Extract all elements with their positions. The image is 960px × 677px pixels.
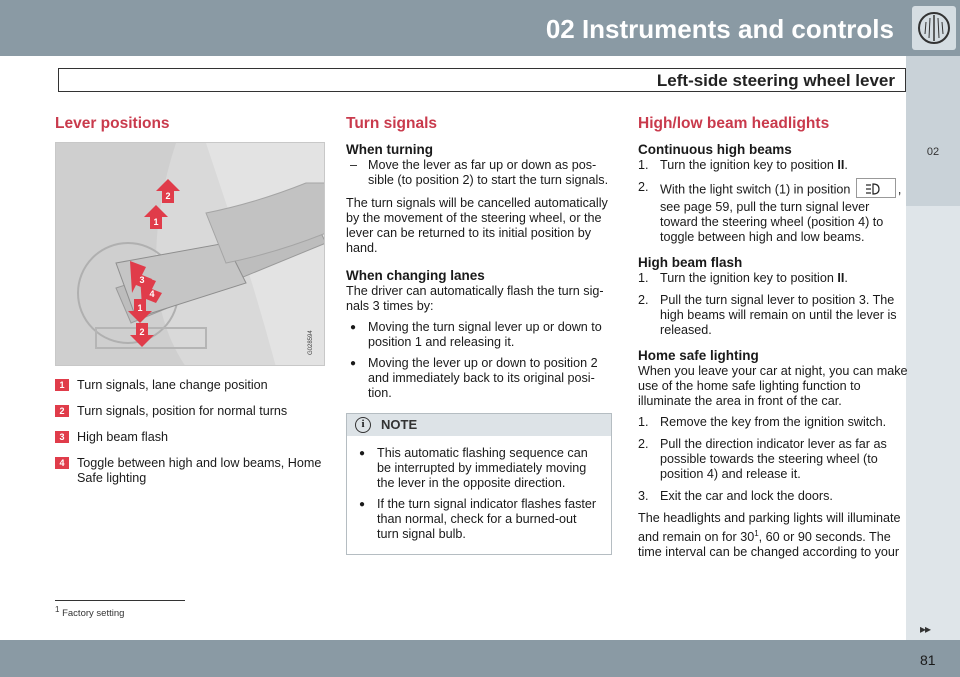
- numbered-item: [638, 489, 908, 504]
- dash-item: [346, 158, 612, 188]
- figure-label: 1: [137, 303, 143, 313]
- legend-item: [55, 378, 325, 393]
- headlight-switch-icon: [856, 178, 896, 198]
- figure-label: 1: [153, 217, 159, 227]
- item-text-end: .: [844, 271, 848, 285]
- home-safe-intro: When you leave your car at night, you can make use of the home safe lighting function to illuminate the area in front of the car.: [638, 364, 908, 408]
- side-strip: [906, 206, 960, 640]
- legend-badge: 3: [55, 431, 69, 443]
- footnote-number: 1: [55, 605, 60, 614]
- instrument-dial-icon: [912, 6, 956, 50]
- lever-figure: [55, 142, 325, 366]
- legend-item: [55, 430, 325, 445]
- legend-text: Toggle between high and low beams, Home Safe lighting: [77, 456, 322, 485]
- duration-text: The headlights and parking lights will illuminate and remain on for 30: [638, 511, 901, 545]
- legend-item: [55, 404, 325, 419]
- item-text: With the light switch (1) in position: [660, 182, 851, 197]
- item-number: 2.: [638, 293, 649, 307]
- flash-heading: High beam flash: [638, 255, 743, 270]
- lever-positions-heading: Lever positions: [55, 115, 170, 132]
- headlights-column: [638, 108, 908, 566]
- note-label: NOTE: [381, 417, 418, 432]
- item-text: Pull the turn signal lever to position 3. The high beams will remain on until the lever is released.: [660, 293, 897, 337]
- legend-badge: 4: [55, 457, 69, 469]
- dash-mark: –: [350, 158, 358, 172]
- lever-illustration: [56, 143, 325, 366]
- bullet-dot: ●: [359, 499, 366, 510]
- footnote-ref: 1: [754, 529, 759, 538]
- item-number: 1.: [638, 415, 649, 429]
- turn-signals-column: [346, 108, 612, 555]
- page-number: 81: [920, 652, 936, 668]
- side-tab-label: 02: [926, 146, 940, 158]
- footnote-rule: [55, 600, 185, 601]
- bullet-dot: ●: [350, 358, 357, 369]
- numbered-item: [638, 271, 908, 286]
- item-number: 1.: [638, 158, 649, 172]
- figure-label: 2: [139, 327, 145, 337]
- numbered-item: [638, 293, 908, 338]
- bullet-text: Moving the turn signal lever up or down to position 1 and releasing it.: [368, 320, 602, 349]
- item-text-after: , see page 59, pull the turn signal lever toward the steering wheel (position 4) to toggle between high and low beams.: [660, 182, 902, 244]
- figure-label: 2: [165, 191, 171, 201]
- bullet-text: If the turn signal indicator flashes faster than normal, check for a burned-out turn signal bulb.: [377, 497, 597, 541]
- numbered-item: [638, 415, 908, 430]
- when-turning-heading: When turning: [346, 142, 433, 157]
- legend-badge: 1: [55, 379, 69, 391]
- item-number: 1.: [638, 271, 649, 285]
- numbered-item: [638, 180, 908, 245]
- lever-positions-column: [55, 108, 325, 497]
- section-header: [58, 68, 906, 92]
- figure-label: 3: [139, 275, 145, 285]
- home-safe-duration: [638, 511, 908, 560]
- footnote: [55, 605, 124, 619]
- bullet-item: [355, 446, 599, 491]
- item-text: Pull the direction indicator lever as far as possible towards the steering wheel (to position 4) and release it.: [660, 437, 887, 481]
- bullet-text: This automatic flashing sequence can be interrupted by immediately moving the lever in the opposite direction.: [377, 446, 588, 490]
- home-safe-heading: Home safe lighting: [638, 348, 759, 363]
- legend-text: Turn signals, lane change position: [77, 378, 268, 392]
- numbered-item: [638, 158, 908, 173]
- item-text: Exit the car and lock the doors.: [660, 489, 833, 503]
- footnote-text: Factory setting: [62, 608, 125, 620]
- chapter-side-tab: [906, 56, 960, 206]
- item-text: Turn the ignition key to position: [660, 158, 838, 172]
- bullet-text: Moving the lever up or down to position 2 and immediately back to its original posi-tion.: [368, 356, 598, 400]
- chapter-title: 02 Instruments and controls: [545, 14, 894, 44]
- ignition-position: II: [837, 158, 845, 172]
- image-code: G028594: [308, 330, 314, 355]
- legend-item: [55, 456, 325, 486]
- item-number: 2.: [638, 437, 649, 451]
- cancel-paragraph: The turn signals will be cancelled automatically by the movement of the steering wheel, or the lever can be returned to its initial position by hand.: [346, 196, 608, 255]
- figure-label: 4: [149, 289, 155, 299]
- numbered-item: [638, 437, 908, 482]
- item-text-end: .: [844, 158, 848, 172]
- ignition-position: II: [837, 271, 845, 285]
- item-text: Turn the ignition key to position: [660, 271, 838, 285]
- legend-text: High beam flash: [77, 430, 169, 444]
- bullet-item: [355, 497, 599, 542]
- item-text: Remove the key from the ignition switch.: [660, 415, 887, 429]
- bullet-item: [346, 356, 612, 401]
- info-icon: i: [355, 417, 371, 433]
- item-number: 3.: [638, 489, 649, 503]
- turn-signals-heading: Turn signals: [346, 115, 438, 132]
- bullet-dot: ●: [350, 322, 357, 333]
- section-title: Left-side steering wheel lever: [656, 71, 895, 90]
- headlights-heading: High/low beam headlights: [638, 115, 830, 132]
- legend-text: Turn signals, position for normal turns: [77, 404, 288, 418]
- bullet-dot: ●: [359, 448, 366, 459]
- continued-arrows-icon: ▸▸: [920, 622, 931, 636]
- continuous-heading: Continuous high beams: [638, 142, 792, 157]
- dash-text: Move the lever as far up or down as pos-sible (to position 2) to start the turn signals.: [368, 158, 609, 187]
- duration-text-end: , 60 or 90 seconds. The time interval can be changed according to your: [638, 530, 900, 560]
- note-box: [346, 413, 612, 555]
- legend-badge: 2: [55, 405, 69, 417]
- note-body: [347, 436, 611, 554]
- item-number: 2.: [638, 180, 649, 194]
- changing-lanes-heading: When changing lanes: [346, 268, 485, 283]
- changing-lanes-intro: The driver can automatically flash the turn sig-nals 3 times by:: [346, 284, 604, 313]
- footer-bar: [0, 640, 960, 677]
- bullet-item: [346, 320, 612, 350]
- note-header: [347, 414, 611, 436]
